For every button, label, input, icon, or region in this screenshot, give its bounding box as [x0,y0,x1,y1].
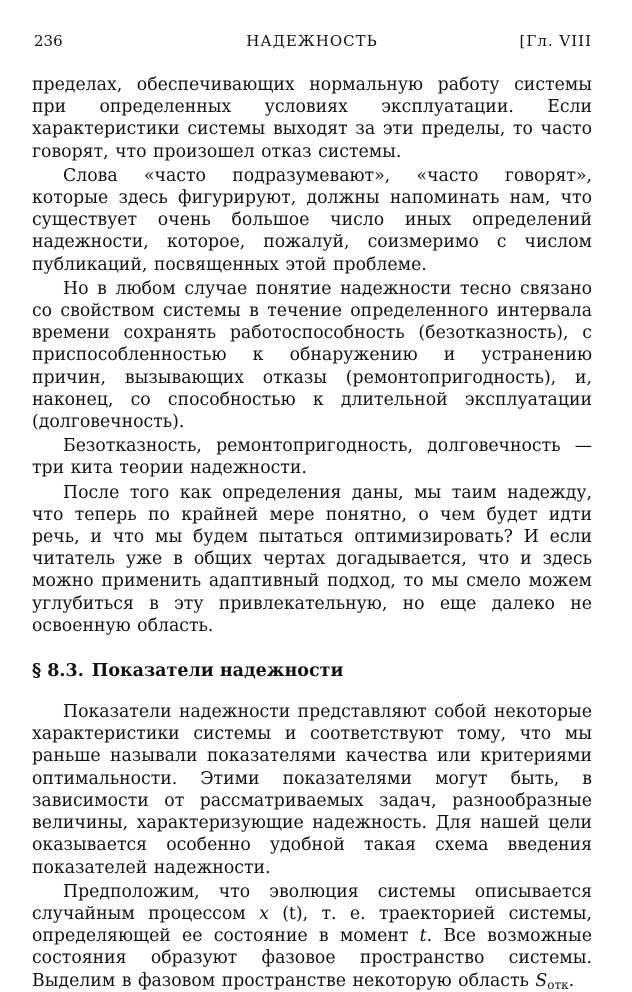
paragraph: Показатели надежности представляют собой некоторые характеристики системы и соответствуют тому, что мы раньше называли показателями качества или критериями оптимальности. Этими показателями могут быть, в зависимости от рассматриваемых задач, разнообразные величины, характеризующие надежность. Для нашей цели оказывается особенно удобной такая схема введения показателей надежности. [32,702,592,878]
section-title: Показатели надежности [91,661,344,682]
section-heading [32,659,592,683]
page-number: 236 [34,32,63,50]
paragraph-with-math [32,881,592,992]
section-number: § 8.3. [32,661,84,682]
math-arg-t: (t) [282,903,303,924]
text-run: . Все возможные состояния образуют фазовое пространство системы. Выделим в фазовом пространстве некоторую область [32,926,592,991]
paragraph: Слова «часто подразумевают», «часто говорят», которые здесь фигурируют, должны напоминать нам, что существует очень большое число иных определений надежности, которое, пожалуй, соизмеримо с числом публикаций, посвященных этой проблеме. [32,165,592,275]
math-var-s: S [535,970,548,991]
paragraph: Безотказность, ремонтопригодность, долговечность — три кита теории надежности. [32,436,592,479]
running-title: НАДЕЖНОСТЬ [246,32,378,50]
math-var-x: x [259,903,269,924]
paragraph: Но в любом случае понятие надежности тесно связано со свойством системы в течение определенного интервала времени сохранять работоспособность (безотказность), с приспособленностью к обнаружению и устранению причин, вызывающих отказы (ремонтопригодность), и, наконец, со способностью к длительной эксплуатации (долговечность). [32,278,592,433]
paragraph: После того как определения даны, мы таим надежду, что теперь по крайней мере понятно, о чем будет идти речь, и что мы будем пытаться оптимизировать? И если читатель уже в общих чертах догадывается, что и здесь можно применить адаптивный подход, то мы смело можем углубиться в эту привлекательную, но еще далеко не освоенную область. [32,482,592,636]
paragraph: пределах, обеспечивающих нормальную работу системы при определенных условиях эксплуатации. Если характеристики системы выходят за эти пределы, то часто говорят, что произошел отказ системы. [32,75,592,162]
text-run: Предположим, что эволюция системы описывается случайным процессом [32,881,592,924]
text-run: , т. е. траекторией системы, определяющей ее состояние в момент [32,903,592,947]
math-subscript: отк [547,977,569,992]
math-var-t: t [419,926,427,947]
book-page [32,30,592,992]
text-run: . [568,970,575,991]
chapter-label: [Гл. VIII [519,32,592,50]
page-body [32,74,592,992]
running-header [32,30,592,52]
